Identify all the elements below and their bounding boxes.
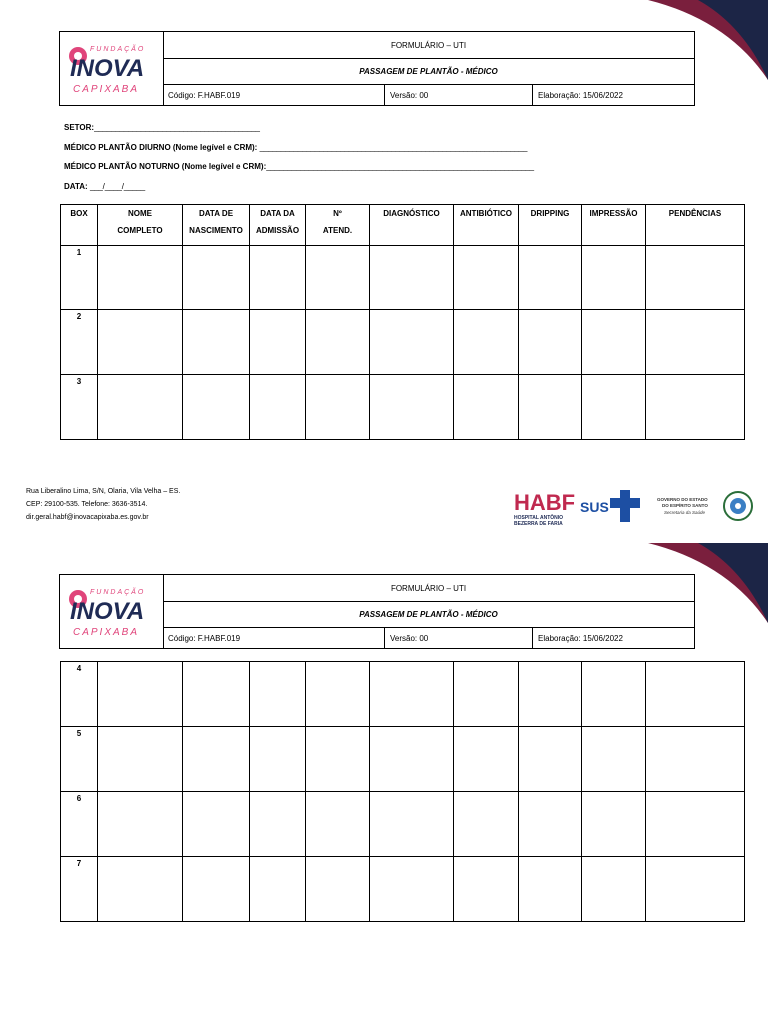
cell[interactable] bbox=[306, 246, 370, 310]
cell[interactable] bbox=[370, 662, 454, 727]
cell[interactable] bbox=[183, 246, 250, 310]
form-fields bbox=[64, 118, 534, 196]
svg-text:GOVERNO DO ESTADO: GOVERNO DO ESTADO bbox=[657, 497, 708, 502]
cell[interactable] bbox=[183, 727, 250, 792]
box-number: 5 bbox=[61, 727, 98, 792]
cell[interactable] bbox=[519, 310, 582, 375]
cell[interactable] bbox=[306, 310, 370, 375]
cell[interactable] bbox=[370, 310, 454, 375]
cell[interactable] bbox=[519, 727, 582, 792]
cell[interactable] bbox=[454, 727, 519, 792]
box-number: 2 bbox=[61, 310, 98, 375]
cell[interactable] bbox=[454, 857, 519, 922]
cell[interactable] bbox=[454, 792, 519, 857]
cell[interactable] bbox=[454, 375, 519, 440]
governo-es-logo bbox=[657, 492, 752, 520]
svg-text:HOSPITAL ANTÔNIO: HOSPITAL ANTÔNIO bbox=[514, 515, 564, 521]
cell[interactable] bbox=[370, 727, 454, 792]
cell[interactable] bbox=[183, 375, 250, 440]
svg-text:HABF: HABF bbox=[514, 490, 576, 515]
sus-logo bbox=[580, 490, 640, 522]
habf-logo bbox=[514, 490, 575, 527]
logo-main-text: INOVA bbox=[70, 55, 145, 82]
cell[interactable] bbox=[306, 792, 370, 857]
cell[interactable] bbox=[582, 310, 646, 375]
logo-bottom-text: CAPIXABA bbox=[73, 627, 140, 638]
col-header: BOX bbox=[61, 205, 98, 246]
cell[interactable] bbox=[306, 375, 370, 440]
address-line: Rua Liberalino Lima, S/N, Olaria, Vila Velha – ES. bbox=[26, 488, 181, 495]
col-header: DIAGNÓSTICO bbox=[370, 205, 454, 246]
cell[interactable] bbox=[183, 792, 250, 857]
cell[interactable] bbox=[646, 727, 745, 792]
cell[interactable] bbox=[250, 662, 306, 727]
form-meta-row bbox=[163, 628, 694, 649]
svg-text:SUS: SUS bbox=[580, 499, 609, 515]
col-header: DRIPPING bbox=[519, 205, 582, 246]
cell[interactable] bbox=[370, 375, 454, 440]
medico-diurno-field[interactable]: MÉDICO PLANTÃO DIURNO (Nome legível e CRM): _______________________________________________________________ bbox=[64, 142, 528, 152]
cell[interactable] bbox=[98, 792, 183, 857]
form-title: FORMULÁRIO – UTI bbox=[163, 575, 694, 602]
cell[interactable] bbox=[250, 310, 306, 375]
cell[interactable] bbox=[250, 375, 306, 440]
logo-bottom-text: CAPIXABA bbox=[73, 84, 140, 95]
email-link[interactable]: dir.geral.habf@inovacapixaba.es.gov.br bbox=[26, 514, 149, 521]
box-number: 1 bbox=[61, 246, 98, 310]
form-header bbox=[59, 31, 695, 106]
cell[interactable] bbox=[250, 792, 306, 857]
cell[interactable] bbox=[454, 310, 519, 375]
table-row bbox=[61, 792, 745, 857]
handover-table-page-1 bbox=[60, 204, 745, 440]
cell[interactable] bbox=[98, 857, 183, 922]
cep-phone-line: CEP: 29100-535. Telefone: 3636-3514. bbox=[26, 501, 148, 508]
cell[interactable] bbox=[454, 246, 519, 310]
col-header: DATA DE NASCIMENTO bbox=[183, 205, 250, 246]
box-number: 4 bbox=[61, 662, 98, 727]
setor-field[interactable]: SETOR:_______________________________________ bbox=[64, 123, 260, 132]
partner-logos bbox=[512, 486, 757, 533]
cell[interactable] bbox=[646, 857, 745, 922]
cell[interactable] bbox=[519, 375, 582, 440]
box-number: 3 bbox=[61, 375, 98, 440]
cell[interactable] bbox=[183, 857, 250, 922]
table-row bbox=[61, 727, 745, 792]
box-number: 7 bbox=[61, 857, 98, 922]
cell[interactable] bbox=[98, 310, 183, 375]
col-header: ANTIBIÓTICO bbox=[454, 205, 519, 246]
cell[interactable] bbox=[519, 857, 582, 922]
cell[interactable] bbox=[183, 662, 250, 727]
cell[interactable] bbox=[519, 246, 582, 310]
cell[interactable] bbox=[98, 727, 183, 792]
cell[interactable] bbox=[519, 792, 582, 857]
form-subtitle: PASSAGEM DE PLANTÃO - MÉDICO bbox=[163, 59, 694, 85]
table-row bbox=[61, 857, 745, 922]
cell[interactable] bbox=[582, 857, 646, 922]
table-row bbox=[61, 375, 745, 440]
cell[interactable] bbox=[250, 246, 306, 310]
inova-capixaba-logo bbox=[60, 575, 164, 648]
cell[interactable] bbox=[306, 727, 370, 792]
cell[interactable] bbox=[454, 662, 519, 727]
form-subtitle: PASSAGEM DE PLANTÃO - MÉDICO bbox=[163, 602, 694, 628]
table-row bbox=[61, 246, 745, 310]
cell[interactable] bbox=[646, 375, 745, 440]
form-title: FORMULÁRIO – UTI bbox=[163, 32, 694, 59]
logo-main-text: INOVA bbox=[70, 598, 145, 625]
cell[interactable] bbox=[370, 246, 454, 310]
data-field[interactable]: DATA: ___/____/_____ bbox=[64, 181, 145, 191]
form-code: Código: F.HABF.019 bbox=[163, 85, 385, 106]
col-header: IMPRESSÃO bbox=[582, 205, 646, 246]
cell[interactable] bbox=[646, 310, 745, 375]
cell[interactable] bbox=[98, 375, 183, 440]
box-number: 6 bbox=[61, 792, 98, 857]
cell[interactable] bbox=[370, 792, 454, 857]
svg-text:BEZERRA DE FARIA: BEZERRA DE FARIA bbox=[514, 521, 563, 527]
cell[interactable] bbox=[183, 310, 250, 375]
handover-table-page-2 bbox=[60, 661, 745, 922]
table-row bbox=[61, 310, 745, 375]
form-header bbox=[59, 574, 695, 649]
inova-capixaba-logo bbox=[60, 32, 164, 105]
form-elaboration-date: Elaboração: 15/06/2022 bbox=[538, 634, 623, 643]
cell[interactable] bbox=[582, 662, 646, 727]
table-row bbox=[61, 662, 745, 727]
cell[interactable] bbox=[98, 662, 183, 727]
form-elaboration-date: Elaboração: 15/06/2022 bbox=[538, 91, 623, 100]
medico-noturno-field[interactable]: MÉDICO PLANTÃO NOTURNO (Nome legível e CRM):_______________________________________________________________ bbox=[64, 162, 534, 171]
table-header-row bbox=[61, 205, 745, 246]
cell[interactable] bbox=[306, 857, 370, 922]
cell[interactable] bbox=[306, 662, 370, 727]
cell[interactable] bbox=[250, 857, 306, 922]
form-version: Versão: 00 bbox=[385, 628, 533, 649]
footer-address bbox=[26, 485, 180, 524]
cell[interactable] bbox=[582, 375, 646, 440]
cell[interactable] bbox=[646, 246, 745, 310]
svg-text:DO ESPÍRITO SANTO: DO ESPÍRITO SANTO bbox=[662, 503, 708, 508]
svg-text:Secretaria da Saúde: Secretaria da Saúde bbox=[664, 510, 706, 515]
cell[interactable] bbox=[646, 792, 745, 857]
cell[interactable] bbox=[519, 662, 582, 727]
logo-top-text: FUNDAÇÃO bbox=[90, 46, 146, 53]
logo-top-text: FUNDAÇÃO bbox=[90, 589, 146, 596]
cell[interactable] bbox=[646, 662, 745, 727]
form-code: Código: F.HABF.019 bbox=[163, 628, 385, 649]
cell[interactable] bbox=[98, 246, 183, 310]
form-meta-row bbox=[163, 85, 694, 106]
form-version: Versão: 00 bbox=[385, 85, 533, 106]
cell[interactable] bbox=[250, 727, 306, 792]
col-header: DATA DA ADMISSÃO bbox=[250, 205, 306, 246]
cell[interactable] bbox=[370, 857, 454, 922]
col-header: NOME COMPLETO bbox=[98, 205, 183, 246]
cell[interactable] bbox=[582, 246, 646, 310]
col-header: PENDÊNCIAS bbox=[646, 205, 745, 246]
col-header: Nº ATEND. bbox=[306, 205, 370, 246]
cell[interactable] bbox=[582, 792, 646, 857]
cell[interactable] bbox=[582, 727, 646, 792]
